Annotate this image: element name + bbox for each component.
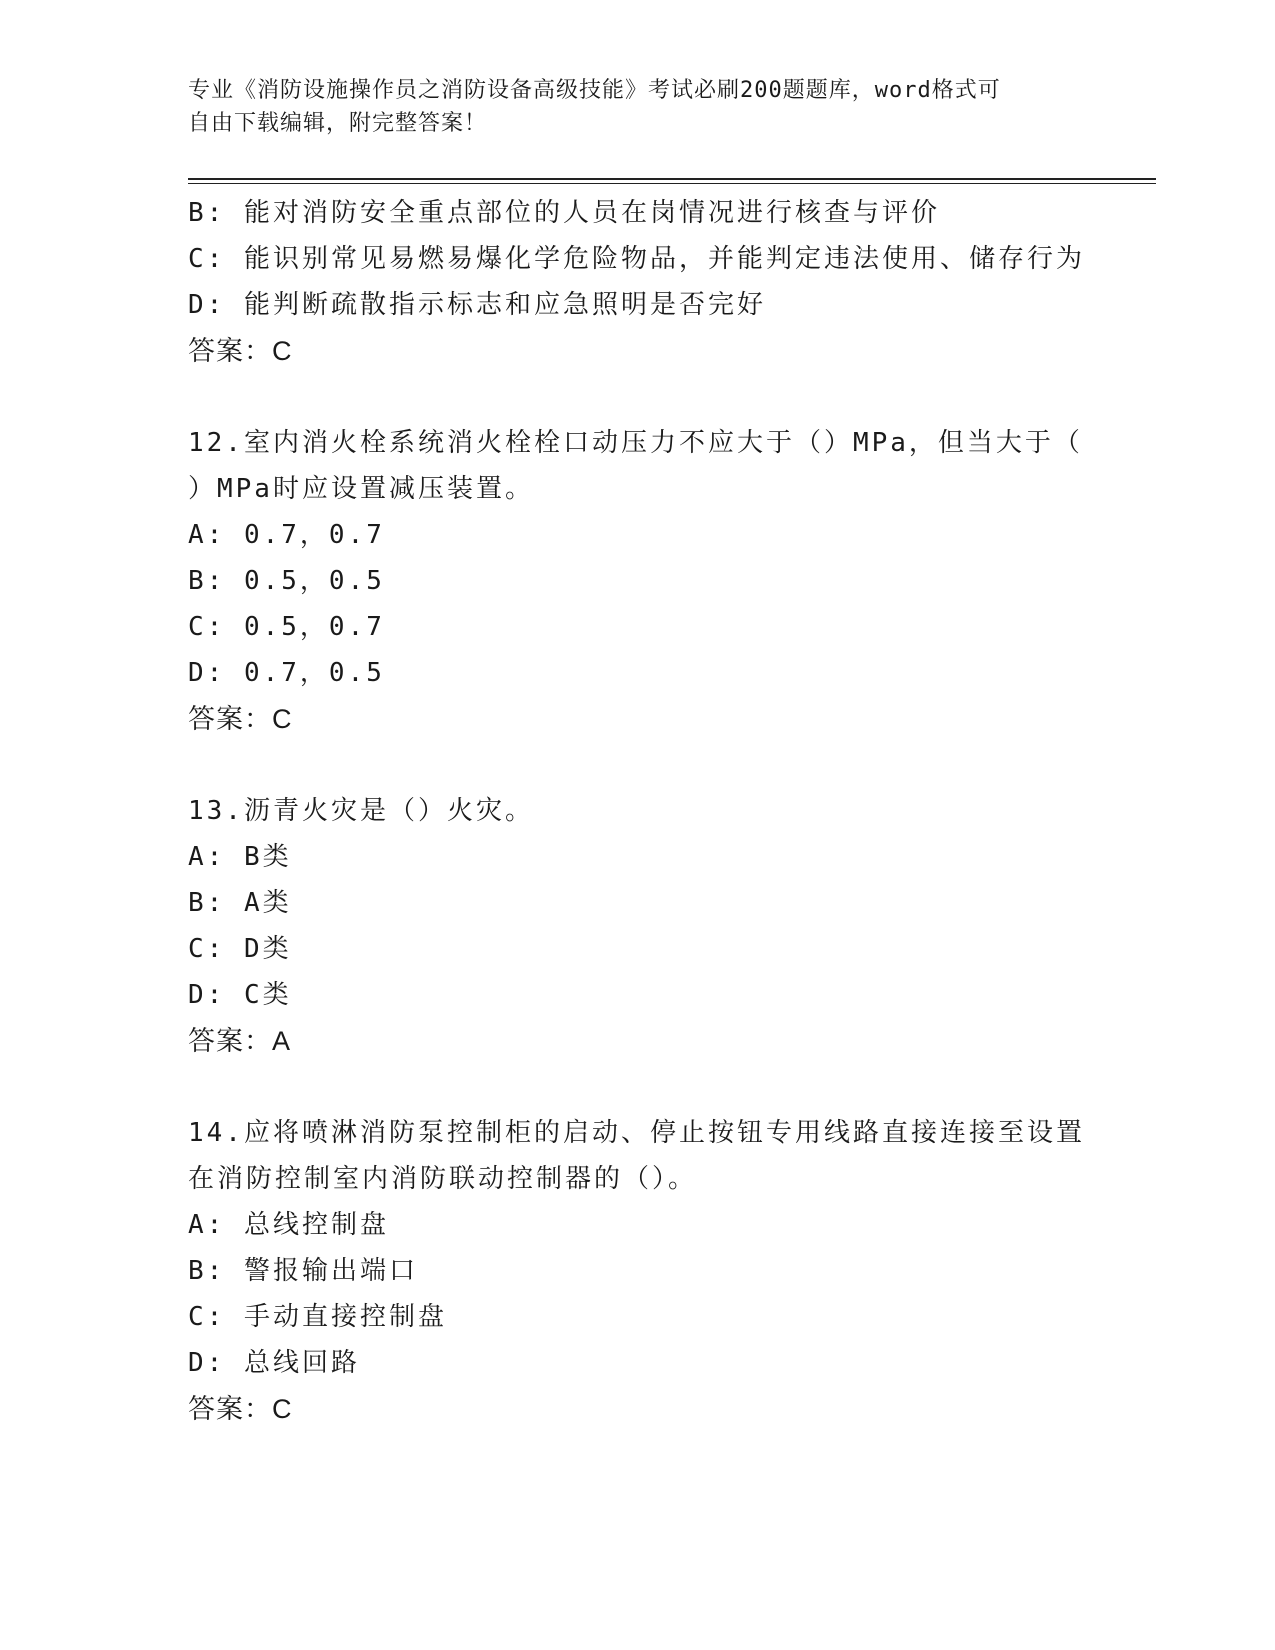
question-14 (188, 1110, 1088, 1432)
option-c: C: 能识别常见易燃易爆化学危险物品，并能判定违法使用、储存行为 (188, 244, 1085, 274)
answer-line: 答案：C (188, 336, 293, 366)
question-text-line-2: ）MPa时应设置减压装置。 (188, 474, 534, 504)
spacer (188, 742, 1088, 788)
question-text-line-2: 在消防控制室内消防联动控制器的（）。 (188, 1164, 698, 1194)
header-divider-thick (188, 178, 1156, 180)
spacer (188, 374, 1088, 420)
document-header (188, 74, 1068, 140)
answer-line: 答案：A (188, 1026, 292, 1056)
option-a: A: 总线控制盘 (188, 1210, 389, 1240)
option-c: C: D类 (188, 934, 292, 964)
option-d: D: C类 (188, 980, 292, 1010)
header-divider-thin (188, 183, 1156, 184)
spacer (188, 1064, 1088, 1110)
question-text-line-1: 12.室内消火栓系统消火栓栓口动压力不应大于（）MPa，但当大于（ (188, 428, 1083, 458)
question-text-line-1: 13.沥青火灾是（）火灾。 (188, 796, 534, 826)
option-b: B: A类 (188, 888, 292, 918)
answer-line: 答案：C (188, 1394, 293, 1424)
option-c: C: 0.5，0.7 (188, 612, 385, 642)
option-b: B: 0.5，0.5 (188, 566, 385, 596)
question-12 (188, 420, 1088, 742)
option-d: D: 0.7，0.5 (188, 658, 385, 688)
question-text-line-1: 14.应将喷淋消防泵控制柜的启动、停止按钮专用线路直接连接至设置 (188, 1118, 1085, 1148)
header-line-2: 自由下载编辑，附完整答案！ (188, 111, 488, 136)
question-11 (188, 190, 1088, 374)
option-d: D: 能判断疏散指示标志和应急照明是否完好 (188, 290, 766, 320)
option-a: A: B类 (188, 842, 292, 872)
header-line-1: 专业《消防设施操作员之消防设备高级技能》考试必刷200题题库，word格式可 (188, 78, 1001, 103)
question-list (188, 190, 1088, 1432)
option-a: A: 0.7，0.7 (188, 520, 385, 550)
option-d: D: 总线回路 (188, 1348, 360, 1378)
option-c: C: 手动直接控制盘 (188, 1302, 447, 1332)
answer-line: 答案：C (188, 704, 293, 734)
question-13 (188, 788, 1088, 1064)
option-b: B: 警报输出端口 (188, 1256, 418, 1286)
option-b: B: 能对消防安全重点部位的人员在岗情况进行核查与评价 (188, 198, 940, 228)
